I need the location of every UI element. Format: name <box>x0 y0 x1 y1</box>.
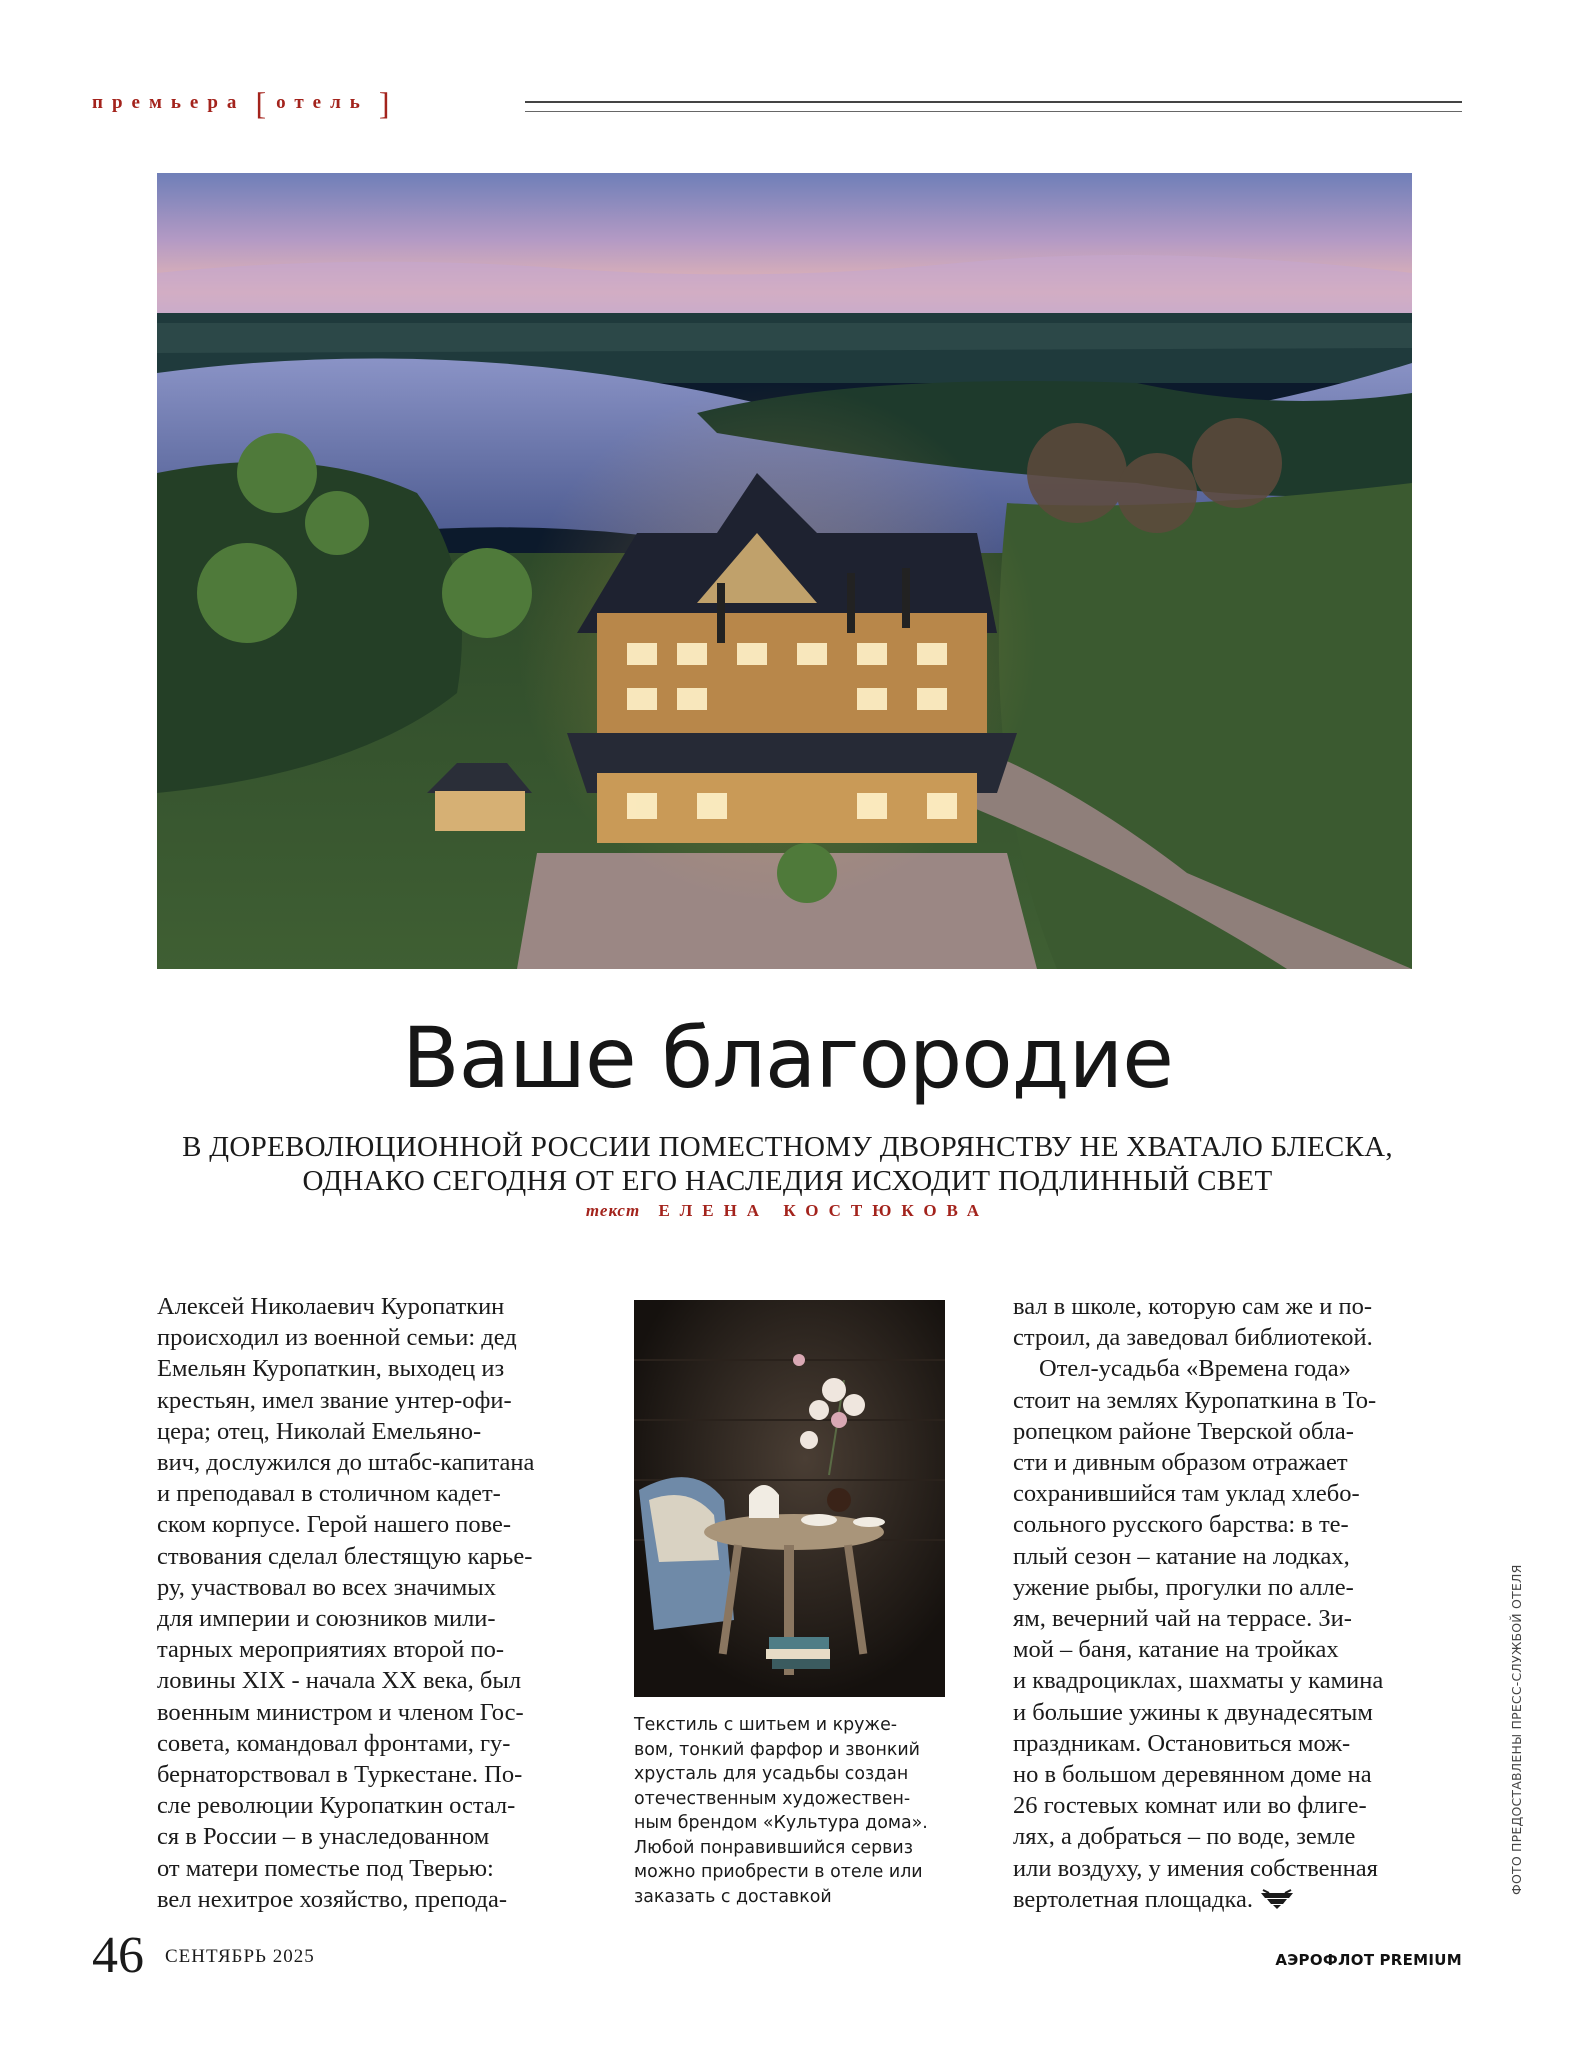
aeroflot-end-mark-icon <box>1259 1889 1295 1909</box>
caption-line: Любой понравившийся сервиз <box>634 1837 913 1858</box>
body-line: сохранившийся там уклад хлебо- <box>1013 1480 1360 1508</box>
byline-author: ЕЛЕНА КОСТЮКОВА <box>658 1201 990 1220</box>
rubric-bracket-close: ] <box>378 84 390 121</box>
body-line: ся в России – в унаследованном <box>157 1823 490 1851</box>
body-line: Отел-усадьба «Времена года» <box>1039 1355 1351 1383</box>
hero-photo-manor-at-dusk <box>157 173 1412 969</box>
body-column-right <box>1013 1291 1433 1915</box>
body-column-left <box>157 1291 557 1915</box>
body-line: сле революции Куропаткин остал- <box>157 1792 516 1820</box>
magazine-name <box>1275 1951 1462 1969</box>
standfirst-line: В ДОРЕВОЛЮЦИОННОЙ РОССИИ ПОМЕСТНОМУ ДВОРЯНСТВУ НЕ ХВАТАЛО БЛЕСКА, <box>182 1131 1393 1163</box>
body-line: ям, вечерний чай на террасе. Зи- <box>1013 1605 1352 1633</box>
body-line: мой – баня, катание на тройках <box>1013 1636 1339 1664</box>
body-line: и квадроциклах, шахматы у камина <box>1013 1667 1384 1695</box>
photo-credit-text: ФОТО ПРЕДОСТАВЛЕНЫ ПРЕСС-СЛУЖБОЙ ОТЕЛЯ <box>1509 1564 1524 1895</box>
body-line: вал в школе, которую сам же и по- <box>1013 1293 1373 1320</box>
body-line: для империи и союзников мили- <box>157 1605 496 1633</box>
caption-line: вом, тонкий фарфор и звонкий <box>634 1739 920 1760</box>
body-line: цера; отец, Николай Емельяно- <box>157 1417 482 1445</box>
body-line: от матери поместье под Тверью: <box>157 1854 494 1882</box>
article-standfirst <box>120 1130 1455 1198</box>
caption-line: Текстиль с шитьем и круже- <box>634 1715 898 1735</box>
body-line: сти и дивным образом отражает <box>1013 1449 1348 1477</box>
byline-label: текст <box>585 1201 641 1220</box>
body-line: или воздуху, у имения собственная <box>1013 1854 1378 1882</box>
body-line: тарных мероприятиях второй по- <box>157 1636 505 1664</box>
body-line: ском корпусе. Герой нашего пове- <box>157 1511 512 1539</box>
body-line: ствования сделал блестящую карье- <box>157 1542 533 1570</box>
body-line: совета, командовал фронтами, гу- <box>157 1729 511 1757</box>
inset-photo <box>634 1300 945 1697</box>
byline <box>0 1201 1575 1221</box>
section-label: премьера <box>92 92 246 113</box>
body-line: плый сезон – катание на лодках, <box>1013 1542 1350 1570</box>
rubric-bracket-open: [ <box>255 84 267 121</box>
body-line: но в большом деревянном доме на <box>1013 1761 1372 1789</box>
caption-line: заказать с доставкой <box>634 1886 832 1907</box>
body-line: ру, участвовал во всех значимых <box>157 1573 496 1601</box>
body-line: крестьян, имел звание унтер-офи- <box>157 1386 512 1414</box>
header-rule <box>525 101 1462 112</box>
article-title: Ваше благородие <box>402 1009 1173 1107</box>
inset-caption <box>634 1713 964 1909</box>
photo-credit <box>1503 1455 1533 1895</box>
issue-date: СЕНТЯБРЬ 2025 <box>165 1946 315 1967</box>
body-line: ловины XIX - начала XX века, был <box>157 1667 522 1695</box>
body-line: происходил из военной семьи: дед <box>157 1324 517 1352</box>
body-line: военным министром и членом Гос- <box>157 1698 524 1726</box>
body-line: ужение рыбы, прогулки по алле- <box>1013 1573 1354 1601</box>
subsection-label: отель <box>276 92 369 113</box>
body-line: Емельян Куропаткин, выходец из <box>157 1355 505 1383</box>
body-line: вич, дослужился до штабс-капитана <box>157 1449 535 1477</box>
caption-line: ным брендом «Культура дома». <box>634 1813 928 1833</box>
body-line-last <box>1013 1884 1433 1915</box>
caption-line: можно приобрести в отеле или <box>634 1862 923 1882</box>
body-line: стоит на землях Куропаткина в То- <box>1013 1386 1377 1414</box>
body-line: сольного русского барства: в те- <box>1013 1511 1349 1539</box>
body-line: и преподавал в столичном кадет- <box>157 1480 501 1508</box>
body-line: бернаторствовал в Туркестане. По- <box>157 1761 523 1789</box>
section-rubric <box>92 86 399 120</box>
body-line: и большие ужины к двунадесятым <box>1013 1698 1373 1726</box>
body-line-text: вертолетная площадка. <box>1013 1885 1254 1913</box>
caption-line: отечественным художествен- <box>634 1788 911 1809</box>
page-number: 46 <box>92 1927 144 1984</box>
standfirst-line: ОДНАКО СЕГОДНЯ ОТ ЕГО НАСЛЕДИЯ ИСХОДИТ ПОДЛИННЫЙ СВЕТ <box>302 1165 1273 1197</box>
body-line: строил, да заведовал библиотекой. <box>1013 1324 1373 1352</box>
hero-photo <box>157 173 1412 969</box>
magazine-brand: АЭРОФЛОТ <box>1275 1951 1375 1969</box>
body-line: ропецком районе Тверской обла- <box>1013 1417 1354 1445</box>
caption-line: хрусталь для усадьбы создан <box>634 1764 909 1784</box>
inset-photo-tea-table <box>634 1300 945 1697</box>
magazine-suffix: PREMIUM <box>1379 1951 1462 1969</box>
body-line: Алексей Николаевич Куропаткин <box>157 1293 505 1320</box>
body-line: 26 гостевых комнат или во флиге- <box>1013 1792 1367 1820</box>
body-line: праздникам. Остановиться мож- <box>1013 1729 1351 1757</box>
body-line: вел нехитрое хозяйство, препода- <box>157 1885 507 1913</box>
body-line: лях, а добраться – по воде, земле <box>1013 1823 1356 1851</box>
